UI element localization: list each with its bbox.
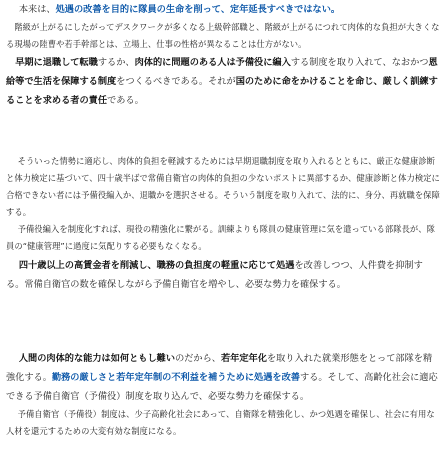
emphasized-text: 人間の肉体的な能力は如何ともし難い xyxy=(18,353,176,364)
text-run: である。 xyxy=(107,95,144,107)
paragraph xyxy=(6,256,440,294)
emphasized-text: 国のために命をかけることを命じ、厳しく訓練することを求める者の責任 xyxy=(6,76,438,107)
text-run: を取り入れた就業形態をとって部隊を精強化する。 xyxy=(6,353,433,383)
text-run: を改善しつつ、人件費を抑制する。常備自衛官の数を確保しながら予備自衛官を増やし、必要な勢力を確保する。 xyxy=(6,259,423,290)
text-run: 階級が上がるにしたがってデスクワークが多くなる上級幹部職と、階級が上がるにつれて肉体的な負担が大きくなる現場の陸曹や若手幹部とは、立場上、仕事の性格が異なることは仕方がない。 xyxy=(6,22,440,50)
text-run: 予備自衛官（予備役）制度は、少子高齢化社会にあって、自衛隊を精強化し、かつ処遇を確保し、社会に有用な人材を還元するための大変有効な制度になる。 xyxy=(6,409,435,437)
paragraph xyxy=(6,153,440,221)
section-1 xyxy=(6,0,440,110)
paragraph xyxy=(6,406,440,440)
emphasized-text: 四十歳以上の高賃金者を削減し、職務の負担度の軽重に応じて処遇 xyxy=(18,259,295,271)
text-run: する。そして、高齢化社会に適応できる予備自衛官（予備役）制度を取り込んで、必要な勢力を確保する。 xyxy=(6,372,438,402)
text-run: のだから、 xyxy=(175,353,221,364)
paragraph xyxy=(6,0,440,19)
section-3 xyxy=(6,349,440,440)
text-run: 予備役編入を制度化すれば、現役の精強化に繋がる。訓練よりも隊員の健康管理に気を遣っている部隊長が、隊員の“健康管理”に過度に気配りする必要もなくなる。 xyxy=(6,224,435,252)
paragraph xyxy=(6,221,440,255)
emphasized-text: 処遇の改善を目的に隊員の生命を削って、定年延長すべきではない。 xyxy=(55,4,341,15)
emphasized-text: 肉体的に問題のある人は予備役に編入 xyxy=(134,57,291,69)
emphasized-text: 恩給等で生活を保障する制度 xyxy=(6,57,438,88)
emphasized-text: 早期に退職して転職 xyxy=(15,57,98,69)
emphasized-text: 勤務の厳しさと若年定年制の不利益を補うために処遇を改善 xyxy=(51,372,300,383)
paragraph xyxy=(6,53,440,110)
text-run: 本来は、 xyxy=(18,4,56,15)
section-2 xyxy=(6,153,440,294)
paragraph xyxy=(6,349,440,406)
paragraph xyxy=(6,19,440,53)
text-run: する制度を取り入れて、なおかつ xyxy=(290,57,429,69)
text-run: するか、 xyxy=(97,57,135,69)
text-run: そういった情勢に適応し、肉体的負担を軽減するためには早期退職制度を取り入れるとともに、厳正な健康診断と体力検定に基づいて、四十歳半ばで常備自衛官の肉体的負担の少ないポストに異部するか、健康診断と体力検定に合格できない者には予備役編入か、退職かを選択させる。そういう制度を取り入れて、法的に、身分、再就職を保障する。 xyxy=(6,156,440,218)
text-run: をつくるべきである。それが xyxy=(116,76,236,88)
emphasized-text: 若年定年化 xyxy=(221,353,267,364)
